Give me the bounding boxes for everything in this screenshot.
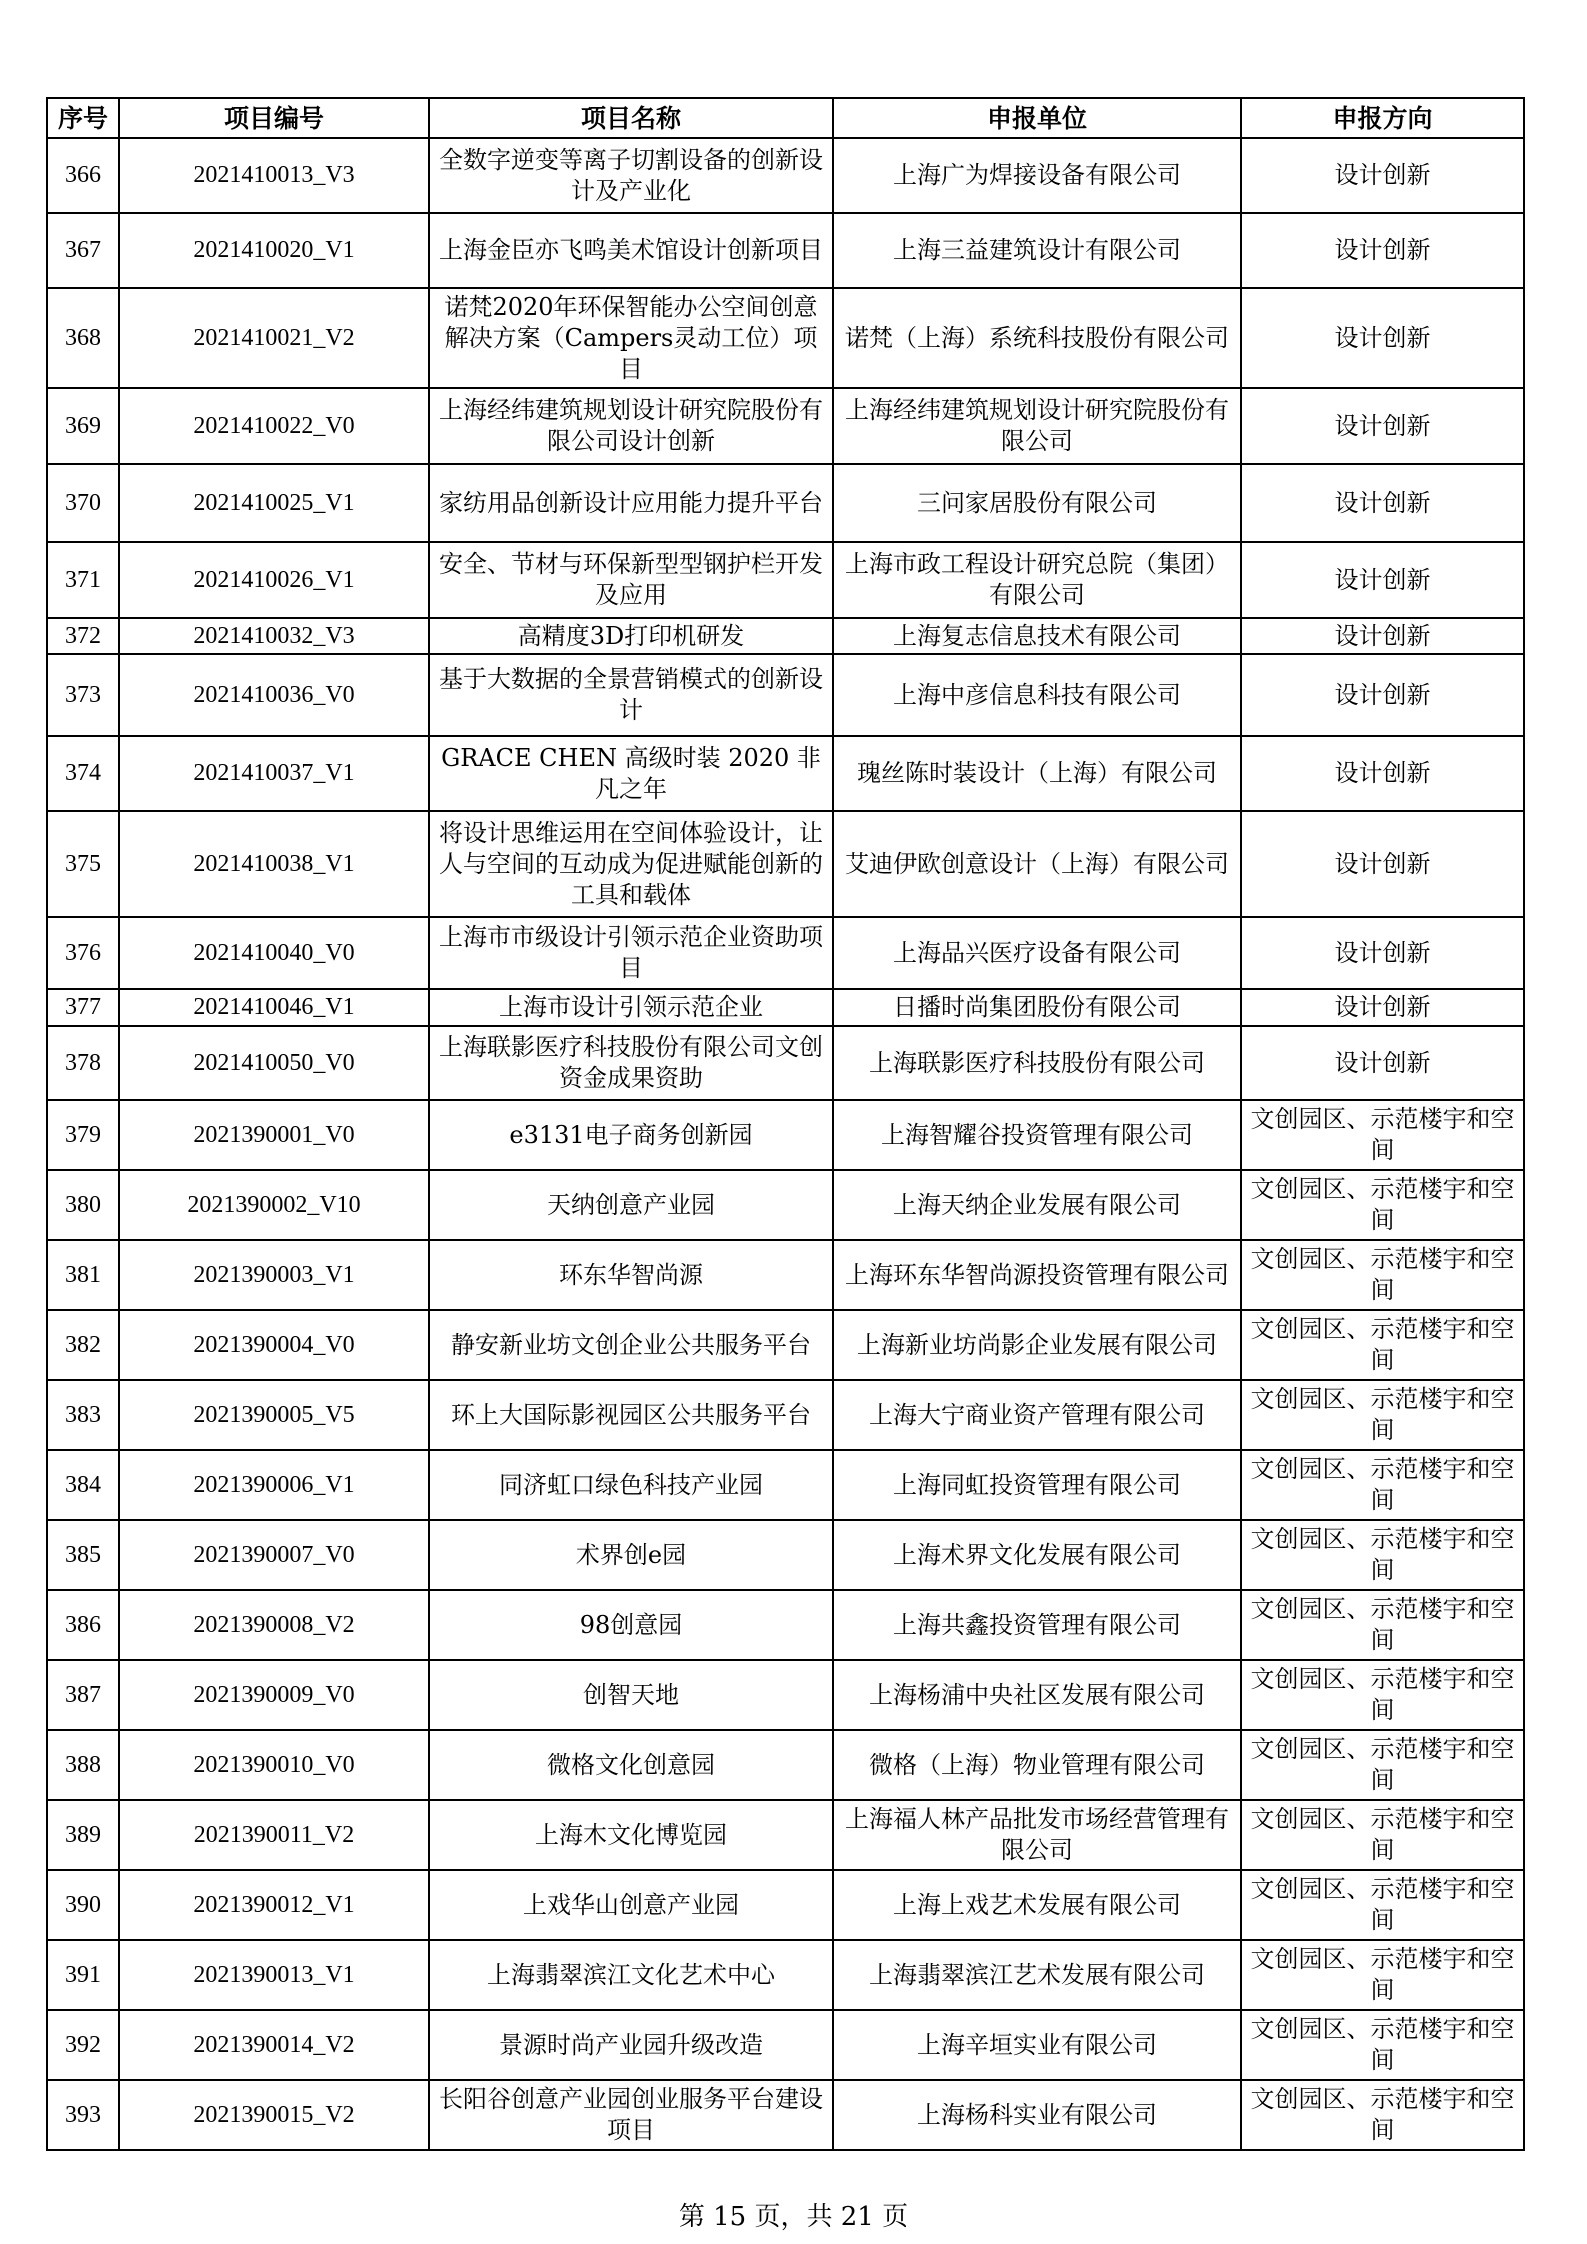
cell-direction: 文创园区、示范楼宇和空间	[1241, 1870, 1524, 1940]
cell-applicant: 上海上戏艺术发展有限公司	[833, 1870, 1241, 1940]
cell-project-name: 诺梵2020年环保智能办公空间创意解决方案（Campers灵动工位）项目	[429, 288, 833, 388]
table-row	[47, 464, 1524, 542]
table-row	[47, 654, 1524, 736]
cell-direction: 设计创新	[1241, 989, 1524, 1026]
cell-project-code: 2021390010_V0	[119, 1730, 429, 1800]
cell-serial: 388	[47, 1730, 119, 1800]
table-row	[47, 1100, 1524, 1170]
cell-direction: 文创园区、示范楼宇和空间	[1241, 1170, 1524, 1240]
table-row	[47, 1660, 1524, 1730]
cell-project-name: 将设计思维运用在空间体验设计，让人与空间的互动成为促进赋能创新的工具和载体	[429, 811, 833, 917]
header-serial: 序号	[47, 98, 119, 138]
table-row	[47, 2010, 1524, 2080]
cell-project-name: 98创意园	[429, 1590, 833, 1660]
cell-applicant: 上海品兴医疗设备有限公司	[833, 917, 1241, 989]
header-applicant: 申报单位	[833, 98, 1241, 138]
cell-serial: 383	[47, 1380, 119, 1450]
cell-applicant: 上海辛垣实业有限公司	[833, 2010, 1241, 2080]
table-row	[47, 736, 1524, 811]
cell-serial: 376	[47, 917, 119, 989]
cell-project-code: 2021410022_V0	[119, 388, 429, 464]
cell-serial: 387	[47, 1660, 119, 1730]
cell-project-code: 2021390011_V2	[119, 1800, 429, 1870]
cell-applicant: 上海杨浦中央社区发展有限公司	[833, 1660, 1241, 1730]
cell-direction: 设计创新	[1241, 288, 1524, 388]
cell-project-code: 2021390002_V10	[119, 1170, 429, 1240]
cell-project-code: 2021390012_V1	[119, 1870, 429, 1940]
cell-project-name: 创智天地	[429, 1660, 833, 1730]
cell-project-name: 上海翡翠滨江文化艺术中心	[429, 1940, 833, 2010]
cell-serial: 393	[47, 2080, 119, 2150]
cell-applicant: 上海经纬建筑规划设计研究院股份有限公司	[833, 388, 1241, 464]
cell-serial: 368	[47, 288, 119, 388]
cell-project-name: 安全、节材与环保新型型钢护栏开发及应用	[429, 542, 833, 618]
cell-direction: 设计创新	[1241, 542, 1524, 618]
cell-applicant: 上海复志信息技术有限公司	[833, 618, 1241, 654]
cell-serial: 392	[47, 2010, 119, 2080]
cell-direction: 文创园区、示范楼宇和空间	[1241, 1520, 1524, 1590]
cell-direction: 文创园区、示范楼宇和空间	[1241, 1450, 1524, 1520]
cell-project-code: 2021410038_V1	[119, 811, 429, 917]
cell-direction: 设计创新	[1241, 138, 1524, 213]
cell-project-code: 2021390004_V0	[119, 1310, 429, 1380]
cell-direction: 文创园区、示范楼宇和空间	[1241, 1800, 1524, 1870]
table-row	[47, 618, 1524, 654]
cell-direction: 设计创新	[1241, 388, 1524, 464]
cell-project-name: 家纺用品创新设计应用能力提升平台	[429, 464, 833, 542]
cell-project-name: GRACE CHEN 高级时装 2020 非凡之年	[429, 736, 833, 811]
cell-applicant: 艾迪伊欧创意设计（上海）有限公司	[833, 811, 1241, 917]
cell-applicant: 上海福人林产品批发市场经营管理有限公司	[833, 1800, 1241, 1870]
cell-serial: 374	[47, 736, 119, 811]
cell-direction: 设计创新	[1241, 1026, 1524, 1100]
cell-project-name: 全数字逆变等离子切割设备的创新设计及产业化	[429, 138, 833, 213]
cell-project-code: 2021390015_V2	[119, 2080, 429, 2150]
cell-project-code: 2021410013_V3	[119, 138, 429, 213]
cell-applicant: 三问家居股份有限公司	[833, 464, 1241, 542]
cell-direction: 设计创新	[1241, 736, 1524, 811]
cell-direction: 文创园区、示范楼宇和空间	[1241, 1940, 1524, 2010]
table-row	[47, 917, 1524, 989]
cell-project-code: 2021390007_V0	[119, 1520, 429, 1590]
table-row	[47, 1170, 1524, 1240]
cell-direction: 文创园区、示范楼宇和空间	[1241, 1590, 1524, 1660]
table-row	[47, 1800, 1524, 1870]
table-row	[47, 138, 1524, 213]
cell-project-name: 环东华智尚源	[429, 1240, 833, 1310]
cell-direction: 设计创新	[1241, 654, 1524, 736]
cell-project-name: 术界创e园	[429, 1520, 833, 1590]
header-direction: 申报方向	[1241, 98, 1524, 138]
cell-project-code: 2021390013_V1	[119, 1940, 429, 2010]
cell-project-code: 2021410036_V0	[119, 654, 429, 736]
cell-project-name: 同济虹口绿色科技产业园	[429, 1450, 833, 1520]
cell-project-name: 上海木文化博览园	[429, 1800, 833, 1870]
cell-serial: 372	[47, 618, 119, 654]
cell-direction: 设计创新	[1241, 464, 1524, 542]
cell-applicant: 上海新业坊尚影企业发展有限公司	[833, 1310, 1241, 1380]
cell-applicant: 上海天纳企业发展有限公司	[833, 1170, 1241, 1240]
cell-serial: 379	[47, 1100, 119, 1170]
table-row	[47, 1590, 1524, 1660]
cell-direction: 文创园区、示范楼宇和空间	[1241, 2080, 1524, 2150]
table-row	[47, 1940, 1524, 2010]
cell-project-code: 2021410020_V1	[119, 213, 429, 288]
table-row	[47, 1870, 1524, 1940]
cell-applicant: 上海杨科实业有限公司	[833, 2080, 1241, 2150]
header-project-code: 项目编号	[119, 98, 429, 138]
cell-project-code: 2021390014_V2	[119, 2010, 429, 2080]
table-row	[47, 811, 1524, 917]
table-row	[47, 388, 1524, 464]
cell-project-code: 2021410032_V3	[119, 618, 429, 654]
table-row	[47, 1520, 1524, 1590]
cell-direction: 设计创新	[1241, 917, 1524, 989]
cell-serial: 371	[47, 542, 119, 618]
cell-applicant: 上海大宁商业资产管理有限公司	[833, 1380, 1241, 1450]
cell-serial: 386	[47, 1590, 119, 1660]
cell-direction: 文创园区、示范楼宇和空间	[1241, 2010, 1524, 2080]
cell-project-name: 上海市设计引领示范企业	[429, 989, 833, 1026]
cell-serial: 381	[47, 1240, 119, 1310]
cell-applicant: 上海同虹投资管理有限公司	[833, 1450, 1241, 1520]
cell-project-name: 高精度3D打印机研发	[429, 618, 833, 654]
cell-direction: 文创园区、示范楼宇和空间	[1241, 1100, 1524, 1170]
cell-project-code: 2021390005_V5	[119, 1380, 429, 1450]
cell-project-name: 基于大数据的全景营销模式的创新设计	[429, 654, 833, 736]
header-project-name: 项目名称	[429, 98, 833, 138]
cell-applicant: 上海共鑫投资管理有限公司	[833, 1590, 1241, 1660]
cell-applicant: 上海翡翠滨江艺术发展有限公司	[833, 1940, 1241, 2010]
table-row	[47, 542, 1524, 618]
cell-serial: 367	[47, 213, 119, 288]
cell-applicant: 日播时尚集团股份有限公司	[833, 989, 1241, 1026]
table-row	[47, 1310, 1524, 1380]
table-row	[47, 2080, 1524, 2150]
cell-project-code: 2021410050_V0	[119, 1026, 429, 1100]
cell-project-code: 2021390006_V1	[119, 1450, 429, 1520]
table-row	[47, 1380, 1524, 1450]
cell-project-name: 静安新业坊文创企业公共服务平台	[429, 1310, 833, 1380]
cell-serial: 366	[47, 138, 119, 213]
cell-applicant: 微格（上海）物业管理有限公司	[833, 1730, 1241, 1800]
cell-serial: 389	[47, 1800, 119, 1870]
cell-serial: 384	[47, 1450, 119, 1520]
page-footer: 第 15 页，共 21 页	[678, 2202, 909, 2232]
cell-serial: 377	[47, 989, 119, 1026]
cell-serial: 391	[47, 1940, 119, 2010]
cell-serial: 375	[47, 811, 119, 917]
table-row	[47, 213, 1524, 288]
cell-direction: 设计创新	[1241, 811, 1524, 917]
cell-project-code: 2021410025_V1	[119, 464, 429, 542]
cell-direction: 文创园区、示范楼宇和空间	[1241, 1730, 1524, 1800]
cell-project-code: 2021390008_V2	[119, 1590, 429, 1660]
table-body	[47, 138, 1524, 2150]
cell-project-code: 2021410037_V1	[119, 736, 429, 811]
cell-applicant: 上海智耀谷投资管理有限公司	[833, 1100, 1241, 1170]
cell-applicant: 上海中彦信息科技有限公司	[833, 654, 1241, 736]
cell-serial: 385	[47, 1520, 119, 1590]
cell-project-code: 2021390009_V0	[119, 1660, 429, 1730]
cell-project-code: 2021410040_V0	[119, 917, 429, 989]
cell-direction: 文创园区、示范楼宇和空间	[1241, 1660, 1524, 1730]
cell-project-name: 微格文化创意园	[429, 1730, 833, 1800]
cell-project-code: 2021390001_V0	[119, 1100, 429, 1170]
cell-applicant: 上海三益建筑设计有限公司	[833, 213, 1241, 288]
table-row	[47, 1026, 1524, 1100]
cell-serial: 382	[47, 1310, 119, 1380]
cell-serial: 380	[47, 1170, 119, 1240]
cell-project-code: 2021410021_V2	[119, 288, 429, 388]
table-row	[47, 1240, 1524, 1310]
cell-direction: 设计创新	[1241, 213, 1524, 288]
cell-direction: 文创园区、示范楼宇和空间	[1241, 1240, 1524, 1310]
cell-project-code: 2021390003_V1	[119, 1240, 429, 1310]
cell-direction: 文创园区、示范楼宇和空间	[1241, 1380, 1524, 1450]
cell-serial: 373	[47, 654, 119, 736]
table-row	[47, 989, 1524, 1026]
table-header-row	[47, 98, 1524, 138]
cell-applicant: 上海市政工程设计研究总院（集团）有限公司	[833, 542, 1241, 618]
cell-project-name: 上海市市级设计引领示范企业资助项目	[429, 917, 833, 989]
cell-project-name: 上海经纬建筑规划设计研究院股份有限公司设计创新	[429, 388, 833, 464]
table-row	[47, 1730, 1524, 1800]
cell-project-name: 上戏华山创意产业园	[429, 1870, 833, 1940]
cell-serial: 390	[47, 1870, 119, 1940]
project-table	[46, 97, 1525, 2151]
cell-serial: 369	[47, 388, 119, 464]
cell-project-code: 2021410026_V1	[119, 542, 429, 618]
cell-applicant: 上海环东华智尚源投资管理有限公司	[833, 1240, 1241, 1310]
cell-project-name: 长阳谷创意产业园创业服务平台建设项目	[429, 2080, 833, 2150]
cell-applicant: 上海术界文化发展有限公司	[833, 1520, 1241, 1590]
cell-serial: 370	[47, 464, 119, 542]
cell-applicant: 诺梵（上海）系统科技股份有限公司	[833, 288, 1241, 388]
cell-project-name: 天纳创意产业园	[429, 1170, 833, 1240]
cell-project-name: 景源时尚产业园升级改造	[429, 2010, 833, 2080]
table-row	[47, 1450, 1524, 1520]
cell-project-name: 上海联影医疗科技股份有限公司文创资金成果资助	[429, 1026, 833, 1100]
cell-project-name: 环上大国际影视园区公共服务平台	[429, 1380, 833, 1450]
cell-project-name: 上海金臣亦飞鸣美术馆设计创新项目	[429, 213, 833, 288]
cell-direction: 设计创新	[1241, 618, 1524, 654]
cell-applicant: 瑰丝陈时装设计（上海）有限公司	[833, 736, 1241, 811]
cell-applicant: 上海广为焊接设备有限公司	[833, 138, 1241, 213]
table-row	[47, 288, 1524, 388]
cell-direction: 文创园区、示范楼宇和空间	[1241, 1310, 1524, 1380]
cell-serial: 378	[47, 1026, 119, 1100]
cell-project-code: 2021410046_V1	[119, 989, 429, 1026]
cell-project-name: e3131电子商务创新园	[429, 1100, 833, 1170]
cell-applicant: 上海联影医疗科技股份有限公司	[833, 1026, 1241, 1100]
